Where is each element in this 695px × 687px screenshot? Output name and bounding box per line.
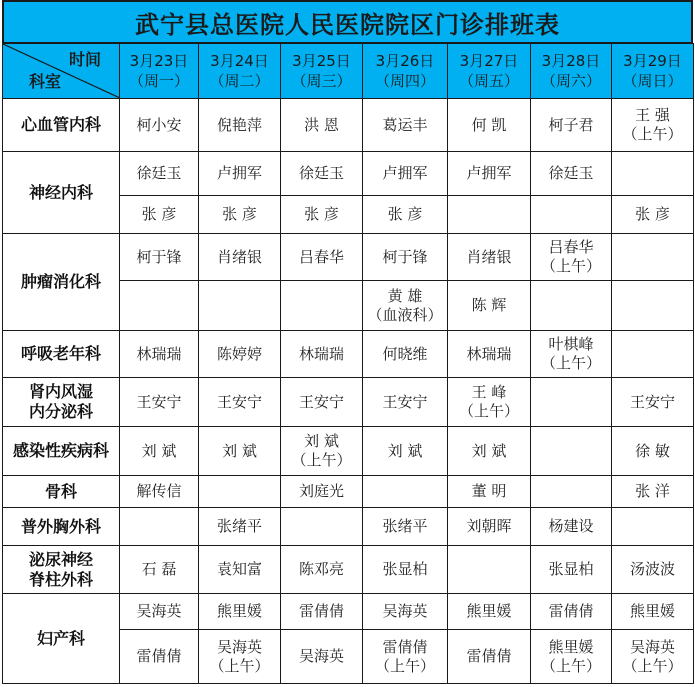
- schedule-cell: 雷倩倩: [531, 594, 612, 630]
- schedule-cell: [531, 476, 612, 508]
- schedule-cell: [531, 427, 612, 476]
- schedule-cell: 吴海英: [363, 594, 448, 630]
- day-header: [281, 44, 363, 99]
- schedule-cell: 徐廷玉: [281, 152, 363, 196]
- diagonal-divider-icon: [3, 44, 120, 98]
- schedule-cell: 刘朝晖: [448, 508, 531, 546]
- schedule-cell: 徐廷玉: [531, 152, 612, 196]
- schedule-cell: 熊里媛: [448, 594, 531, 630]
- schedule-cell: 陈婷婷: [199, 331, 281, 378]
- doctor-name: 吕春华: [548, 238, 594, 256]
- schedule-cell: 陈邓亮: [281, 546, 363, 594]
- schedule-cell: [199, 281, 281, 331]
- table-row: [3, 152, 694, 196]
- doctor-name: 雷倩倩: [382, 637, 428, 656]
- doctor-name: 吴海英: [629, 637, 675, 656]
- schedule-cell: 雷倩倩: [281, 594, 363, 630]
- schedule-cell: [612, 99, 694, 152]
- weekday-label: （周一）: [128, 72, 189, 90]
- schedule-cell: [448, 196, 531, 234]
- date-label: 3月24日: [210, 52, 269, 70]
- weekday-label: （周五）: [458, 72, 519, 90]
- table-row: [3, 331, 694, 378]
- shift-note: （血液科）: [367, 305, 443, 324]
- schedule-cell: 葛运丰: [363, 99, 448, 152]
- dept-ortho: 骨科: [3, 476, 120, 508]
- schedule-cell: [363, 630, 448, 684]
- table-row: [3, 594, 694, 630]
- schedule-cell: 雷倩倩: [448, 630, 531, 684]
- schedule-cell: 何晓维: [363, 331, 448, 378]
- schedule-cell: 雷倩倩: [120, 630, 199, 684]
- schedule-cell: 王安宁: [612, 378, 694, 427]
- schedule-cell: 王安宁: [120, 378, 199, 427]
- schedule-cell: [531, 234, 612, 281]
- schedule-cell: 洪 恩: [281, 99, 363, 152]
- shift-note: （上午）: [291, 451, 352, 469]
- schedule-cell: 林瑞瑞: [281, 331, 363, 378]
- schedule-cell: [363, 476, 448, 508]
- day-header: [120, 44, 199, 99]
- schedule-cell: [531, 630, 612, 684]
- schedule-cell: [612, 331, 694, 378]
- table-row: [3, 427, 694, 476]
- schedule-cell: 熊里媛: [199, 594, 281, 630]
- date-label: 3月29日: [623, 52, 682, 70]
- schedule-cell: [612, 508, 694, 546]
- schedule-cell: 吴海英: [281, 630, 363, 684]
- schedule-cell: 董 明: [448, 476, 531, 508]
- doctor-name: 黄 雄: [387, 286, 423, 305]
- dept-neuro: 神经内科: [3, 152, 120, 234]
- schedule-cell: [531, 378, 612, 427]
- corner-cell: [3, 44, 120, 99]
- table-row: [3, 476, 694, 508]
- page-title: 武宁县总医院人民医院院区门诊排班表: [2, 0, 693, 43]
- schedule-cell: 林瑞瑞: [120, 331, 199, 378]
- date-label: 3月25日: [292, 52, 351, 70]
- dept-name-line: 肾内风湿: [28, 382, 93, 401]
- schedule-cell: 张 彦: [120, 196, 199, 234]
- doctor-name: 刘 斌: [304, 432, 339, 450]
- schedule-cell: 王安宁: [363, 378, 448, 427]
- schedule-cell: 肖绪银: [199, 234, 281, 281]
- time-label: 时间: [68, 50, 101, 69]
- shift-note: （上午）: [540, 257, 601, 275]
- day-header: [531, 44, 612, 99]
- schedule-cell: 林瑞瑞: [448, 331, 531, 378]
- schedule-cell: 柯子君: [531, 99, 612, 152]
- schedule-cell: 杨建设: [531, 508, 612, 546]
- schedule-cell: 张 洋: [612, 476, 694, 508]
- date-label: 3月27日: [459, 52, 519, 70]
- day-header: [448, 44, 531, 99]
- day-header: [612, 44, 694, 99]
- schedule-cell: 张显柏: [531, 546, 612, 594]
- schedule-cell: [448, 546, 531, 594]
- shift-note: （上午）: [540, 656, 601, 675]
- schedule-cell: 吕春华: [281, 234, 363, 281]
- schedule-cell: 刘庭光: [281, 476, 363, 508]
- dept-uro: [3, 546, 120, 594]
- schedule-cell: 石 磊: [120, 546, 199, 594]
- schedule-cell: 张 彦: [199, 196, 281, 234]
- schedule-cell: [281, 508, 363, 546]
- schedule-cell: [448, 378, 531, 427]
- shift-note: （上午）: [622, 125, 683, 143]
- shift-note: （上午）: [540, 354, 601, 372]
- day-header: [199, 44, 281, 99]
- schedule-cell: [120, 508, 199, 546]
- dept-infect: 感染性疾病科: [3, 427, 120, 476]
- schedule-cell: 刘 斌: [363, 427, 448, 476]
- schedule-cell: [531, 196, 612, 234]
- schedule-cell: 张 彦: [612, 196, 694, 234]
- schedule-cell: 刘 斌: [448, 427, 531, 476]
- shift-note: （上午）: [209, 656, 270, 675]
- doctor-name: 吴海英: [216, 637, 262, 656]
- schedule-cell: 徐 敏: [612, 427, 694, 476]
- schedule-cell: [612, 152, 694, 196]
- doctor-name: 熊里媛: [548, 637, 594, 656]
- schedule-cell: [612, 234, 694, 281]
- schedule-cell: 王安宁: [281, 378, 363, 427]
- weekday-label: （周三）: [291, 72, 352, 90]
- schedule-cell: [199, 630, 281, 684]
- schedule-cell: 柯小安: [120, 99, 199, 152]
- schedule-cell: 汤波波: [612, 546, 694, 594]
- department-label: 科室: [29, 72, 62, 91]
- schedule-cell: 熊里媛: [612, 594, 694, 630]
- schedule-cell: [531, 331, 612, 378]
- shift-note: （上午）: [374, 656, 435, 675]
- schedule-cell: [281, 427, 363, 476]
- schedule-cell: 刘 斌: [120, 427, 199, 476]
- dept-name-line: 泌尿神经: [28, 549, 93, 569]
- schedule-cell: 卢拥军: [363, 152, 448, 196]
- schedule-cell: 肖绪银: [448, 234, 531, 281]
- table-row: [3, 234, 694, 281]
- shift-note: （上午）: [458, 402, 519, 420]
- doctor-name: 王 峰: [471, 383, 507, 401]
- dept-nephro: [3, 378, 120, 427]
- table-row: [3, 99, 694, 152]
- dept-surg: 普外胸外科: [3, 508, 120, 546]
- schedule-cell: [281, 281, 363, 331]
- schedule-cell: 卢拥军: [199, 152, 281, 196]
- schedule-cell: 柯于锋: [120, 234, 199, 281]
- date-label: 3月23日: [129, 52, 189, 70]
- date-label: 3月26日: [375, 52, 435, 70]
- dept-name-line: 内分泌科: [28, 402, 93, 421]
- schedule-cell: 卢拥军: [448, 152, 531, 196]
- schedule-cell: [363, 281, 448, 331]
- doctor-name: 王 强: [635, 106, 670, 124]
- schedule-cell: 徐廷玉: [120, 152, 199, 196]
- schedule-cell: 张绪平: [199, 508, 281, 546]
- dept-resp: 呼吸老年科: [3, 331, 120, 378]
- weekday-label: （周六）: [540, 72, 601, 90]
- schedule-cell: [199, 476, 281, 508]
- date-label: 3月28日: [541, 52, 601, 70]
- dept-onco: 肿瘤消化科: [3, 234, 120, 331]
- dept-obgyn: 妇产科: [3, 594, 120, 684]
- schedule-cell: 何 凯: [448, 99, 531, 152]
- table-row: [3, 378, 694, 427]
- schedule-cell: 张显柏: [363, 546, 448, 594]
- schedule-cell: 柯于锋: [363, 234, 448, 281]
- schedule-cell: 陈 辉: [448, 281, 531, 331]
- schedule-cell: 倪艳萍: [199, 99, 281, 152]
- schedule-cell: 吴海英: [120, 594, 199, 630]
- doctor-name: 叶棋峰: [548, 335, 594, 353]
- schedule-cell: [531, 281, 612, 331]
- schedule-cell: [612, 281, 694, 331]
- schedule-cell: 张 彦: [281, 196, 363, 234]
- schedule-cell: 刘 斌: [199, 427, 281, 476]
- weekday-label: （周四）: [374, 72, 435, 90]
- schedule-sheet: [2, 0, 693, 684]
- day-header: [363, 44, 448, 99]
- dept-cardio: 心血管内科: [3, 99, 120, 152]
- header-row: [3, 44, 694, 99]
- schedule-cell: 王安宁: [199, 378, 281, 427]
- weekday-label: （周日）: [622, 72, 683, 90]
- schedule-cell: [120, 281, 199, 331]
- schedule-cell: 张绪平: [363, 508, 448, 546]
- weekday-label: （周二）: [209, 72, 270, 90]
- table-row: [3, 508, 694, 546]
- schedule-cell: 张 彦: [363, 196, 448, 234]
- schedule-table: [2, 43, 694, 684]
- shift-note: （上午）: [622, 656, 683, 675]
- schedule-cell: 解传信: [120, 476, 199, 508]
- schedule-cell: 袁知富: [199, 546, 281, 594]
- schedule-cell: [612, 630, 694, 684]
- table-row: [3, 546, 694, 594]
- dept-name-line: 脊柱外科: [28, 569, 93, 589]
